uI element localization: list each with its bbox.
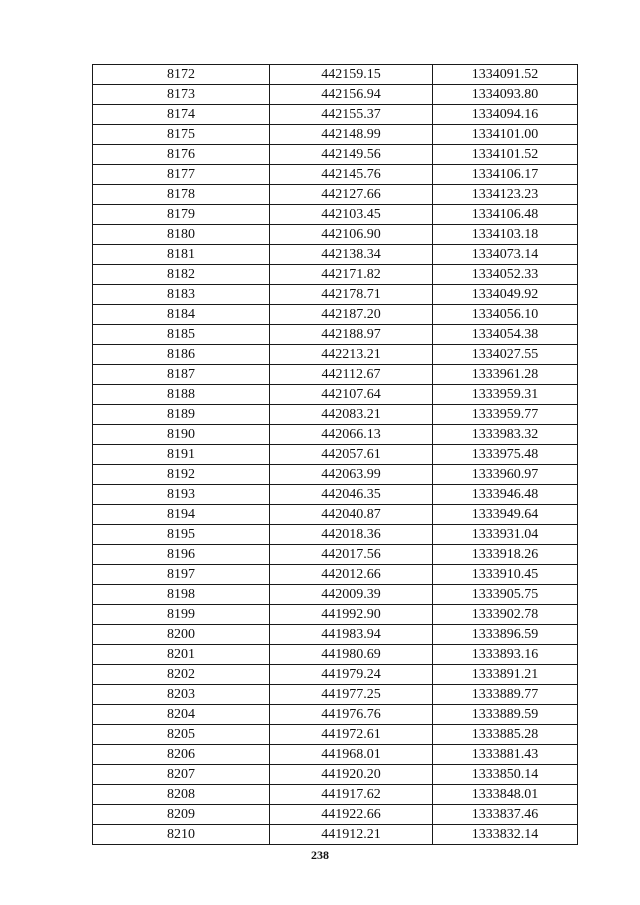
- point-id-cell: 8191: [93, 445, 270, 465]
- table-row: [93, 105, 578, 125]
- table-row: [93, 465, 578, 485]
- table-row: [93, 365, 578, 385]
- x-coordinate-cell: 442040.87: [270, 505, 433, 525]
- coordinates-table: [92, 64, 578, 845]
- table-row: [93, 425, 578, 445]
- point-id-cell: 8187: [93, 365, 270, 385]
- y-coordinate-cell: 1333946.48: [433, 485, 578, 505]
- x-coordinate-cell: 442046.35: [270, 485, 433, 505]
- point-id-cell: 8206: [93, 745, 270, 765]
- x-coordinate-cell: 442106.90: [270, 225, 433, 245]
- point-id-cell: 8190: [93, 425, 270, 445]
- table-row: [93, 225, 578, 245]
- table-row: [93, 765, 578, 785]
- y-coordinate-cell: 1333959.77: [433, 405, 578, 425]
- x-coordinate-cell: 442012.66: [270, 565, 433, 585]
- x-coordinate-cell: 442103.45: [270, 205, 433, 225]
- x-coordinate-cell: 442149.56: [270, 145, 433, 165]
- y-coordinate-cell: 1333905.75: [433, 585, 578, 605]
- y-coordinate-cell: 1334094.16: [433, 105, 578, 125]
- x-coordinate-cell: 441979.24: [270, 665, 433, 685]
- point-id-cell: 8196: [93, 545, 270, 565]
- point-id-cell: 8197: [93, 565, 270, 585]
- table-row: [93, 245, 578, 265]
- table-row: [93, 165, 578, 185]
- y-coordinate-cell: 1333893.16: [433, 645, 578, 665]
- table-row: [93, 185, 578, 205]
- y-coordinate-cell: 1333850.14: [433, 765, 578, 785]
- table-row: [93, 705, 578, 725]
- y-coordinate-cell: 1334054.38: [433, 325, 578, 345]
- point-id-cell: 8178: [93, 185, 270, 205]
- table-row: [93, 625, 578, 645]
- x-coordinate-cell: 441912.21: [270, 825, 433, 845]
- x-coordinate-cell: 442017.56: [270, 545, 433, 565]
- point-id-cell: 8205: [93, 725, 270, 745]
- point-id-cell: 8210: [93, 825, 270, 845]
- y-coordinate-cell: 1334101.00: [433, 125, 578, 145]
- point-id-cell: 8180: [93, 225, 270, 245]
- x-coordinate-cell: 441968.01: [270, 745, 433, 765]
- coordinates-table-wrapper: [92, 64, 576, 845]
- point-id-cell: 8209: [93, 805, 270, 825]
- table-row: [93, 485, 578, 505]
- point-id-cell: 8186: [93, 345, 270, 365]
- point-id-cell: 8174: [93, 105, 270, 125]
- y-coordinate-cell: 1334052.33: [433, 265, 578, 285]
- x-coordinate-cell: 441922.66: [270, 805, 433, 825]
- table-row: [93, 665, 578, 685]
- table-row: [93, 125, 578, 145]
- x-coordinate-cell: 441976.76: [270, 705, 433, 725]
- y-coordinate-cell: 1334106.48: [433, 205, 578, 225]
- y-coordinate-cell: 1334103.18: [433, 225, 578, 245]
- x-coordinate-cell: 442159.15: [270, 65, 433, 85]
- x-coordinate-cell: 441992.90: [270, 605, 433, 625]
- point-id-cell: 8201: [93, 645, 270, 665]
- y-coordinate-cell: 1334101.52: [433, 145, 578, 165]
- point-id-cell: 8193: [93, 485, 270, 505]
- x-coordinate-cell: 441917.62: [270, 785, 433, 805]
- x-coordinate-cell: 441972.61: [270, 725, 433, 745]
- table-row: [93, 265, 578, 285]
- table-row: [93, 685, 578, 705]
- x-coordinate-cell: 442083.21: [270, 405, 433, 425]
- point-id-cell: 8195: [93, 525, 270, 545]
- y-coordinate-cell: 1334049.92: [433, 285, 578, 305]
- point-id-cell: 8194: [93, 505, 270, 525]
- table-row: [93, 785, 578, 805]
- y-coordinate-cell: 1333931.04: [433, 525, 578, 545]
- table-row: [93, 565, 578, 585]
- page-number: 238: [311, 848, 329, 862]
- table-row: [93, 605, 578, 625]
- x-coordinate-cell: 442138.34: [270, 245, 433, 265]
- y-coordinate-cell: 1333881.43: [433, 745, 578, 765]
- y-coordinate-cell: 1334123.23: [433, 185, 578, 205]
- point-id-cell: 8176: [93, 145, 270, 165]
- point-id-cell: 8192: [93, 465, 270, 485]
- x-coordinate-cell: 442112.67: [270, 365, 433, 385]
- table-row: [93, 525, 578, 545]
- point-id-cell: 8198: [93, 585, 270, 605]
- y-coordinate-cell: 1333832.14: [433, 825, 578, 845]
- y-coordinate-cell: 1333975.48: [433, 445, 578, 465]
- table-row: [93, 325, 578, 345]
- x-coordinate-cell: 442188.97: [270, 325, 433, 345]
- y-coordinate-cell: 1334056.10: [433, 305, 578, 325]
- y-coordinate-cell: 1333961.28: [433, 365, 578, 385]
- x-coordinate-cell: 442171.82: [270, 265, 433, 285]
- x-coordinate-cell: 442145.76: [270, 165, 433, 185]
- point-id-cell: 8173: [93, 85, 270, 105]
- point-id-cell: 8175: [93, 125, 270, 145]
- y-coordinate-cell: 1333889.77: [433, 685, 578, 705]
- x-coordinate-cell: 442187.20: [270, 305, 433, 325]
- y-coordinate-cell: 1333960.97: [433, 465, 578, 485]
- x-coordinate-cell: 442148.99: [270, 125, 433, 145]
- table-row: [93, 545, 578, 565]
- y-coordinate-cell: 1333889.59: [433, 705, 578, 725]
- y-coordinate-cell: 1334091.52: [433, 65, 578, 85]
- x-coordinate-cell: 442009.39: [270, 585, 433, 605]
- point-id-cell: 8203: [93, 685, 270, 705]
- x-coordinate-cell: 442057.61: [270, 445, 433, 465]
- point-id-cell: 8172: [93, 65, 270, 85]
- y-coordinate-cell: 1333837.46: [433, 805, 578, 825]
- x-coordinate-cell: 442018.36: [270, 525, 433, 545]
- table-row: [93, 505, 578, 525]
- y-coordinate-cell: 1333891.21: [433, 665, 578, 685]
- table-row: [93, 405, 578, 425]
- point-id-cell: 8182: [93, 265, 270, 285]
- table-row: [93, 65, 578, 85]
- x-coordinate-cell: 442156.94: [270, 85, 433, 105]
- point-id-cell: 8188: [93, 385, 270, 405]
- point-id-cell: 8204: [93, 705, 270, 725]
- point-id-cell: 8202: [93, 665, 270, 685]
- point-id-cell: 8189: [93, 405, 270, 425]
- x-coordinate-cell: 441980.69: [270, 645, 433, 665]
- point-id-cell: 8207: [93, 765, 270, 785]
- x-coordinate-cell: 442107.64: [270, 385, 433, 405]
- table-row: [93, 585, 578, 605]
- point-id-cell: 8184: [93, 305, 270, 325]
- point-id-cell: 8179: [93, 205, 270, 225]
- table-row: [93, 645, 578, 665]
- table-row: [93, 85, 578, 105]
- y-coordinate-cell: 1333896.59: [433, 625, 578, 645]
- table-body: [93, 65, 578, 845]
- point-id-cell: 8183: [93, 285, 270, 305]
- x-coordinate-cell: 441920.20: [270, 765, 433, 785]
- y-coordinate-cell: 1333885.28: [433, 725, 578, 745]
- table-row: [93, 445, 578, 465]
- x-coordinate-cell: 442127.66: [270, 185, 433, 205]
- table-row: [93, 345, 578, 365]
- table-row: [93, 305, 578, 325]
- table-row: [93, 285, 578, 305]
- y-coordinate-cell: 1334106.17: [433, 165, 578, 185]
- point-id-cell: 8177: [93, 165, 270, 185]
- table-row: [93, 145, 578, 165]
- point-id-cell: 8199: [93, 605, 270, 625]
- y-coordinate-cell: 1333848.01: [433, 785, 578, 805]
- x-coordinate-cell: 441983.94: [270, 625, 433, 645]
- x-coordinate-cell: 441977.25: [270, 685, 433, 705]
- table-row: [93, 725, 578, 745]
- point-id-cell: 8185: [93, 325, 270, 345]
- y-coordinate-cell: 1333902.78: [433, 605, 578, 625]
- point-id-cell: 8200: [93, 625, 270, 645]
- table-row: [93, 745, 578, 765]
- point-id-cell: 8181: [93, 245, 270, 265]
- y-coordinate-cell: 1334093.80: [433, 85, 578, 105]
- table-row: [93, 805, 578, 825]
- table-row: [93, 825, 578, 845]
- x-coordinate-cell: 442213.21: [270, 345, 433, 365]
- table-row: [93, 385, 578, 405]
- y-coordinate-cell: 1333983.32: [433, 425, 578, 445]
- x-coordinate-cell: 442066.13: [270, 425, 433, 445]
- point-id-cell: 8208: [93, 785, 270, 805]
- y-coordinate-cell: 1333910.45: [433, 565, 578, 585]
- y-coordinate-cell: 1334027.55: [433, 345, 578, 365]
- x-coordinate-cell: 442063.99: [270, 465, 433, 485]
- x-coordinate-cell: 442155.37: [270, 105, 433, 125]
- table-row: [93, 205, 578, 225]
- x-coordinate-cell: 442178.71: [270, 285, 433, 305]
- y-coordinate-cell: 1334073.14: [433, 245, 578, 265]
- y-coordinate-cell: 1333918.26: [433, 545, 578, 565]
- y-coordinate-cell: 1333959.31: [433, 385, 578, 405]
- y-coordinate-cell: 1333949.64: [433, 505, 578, 525]
